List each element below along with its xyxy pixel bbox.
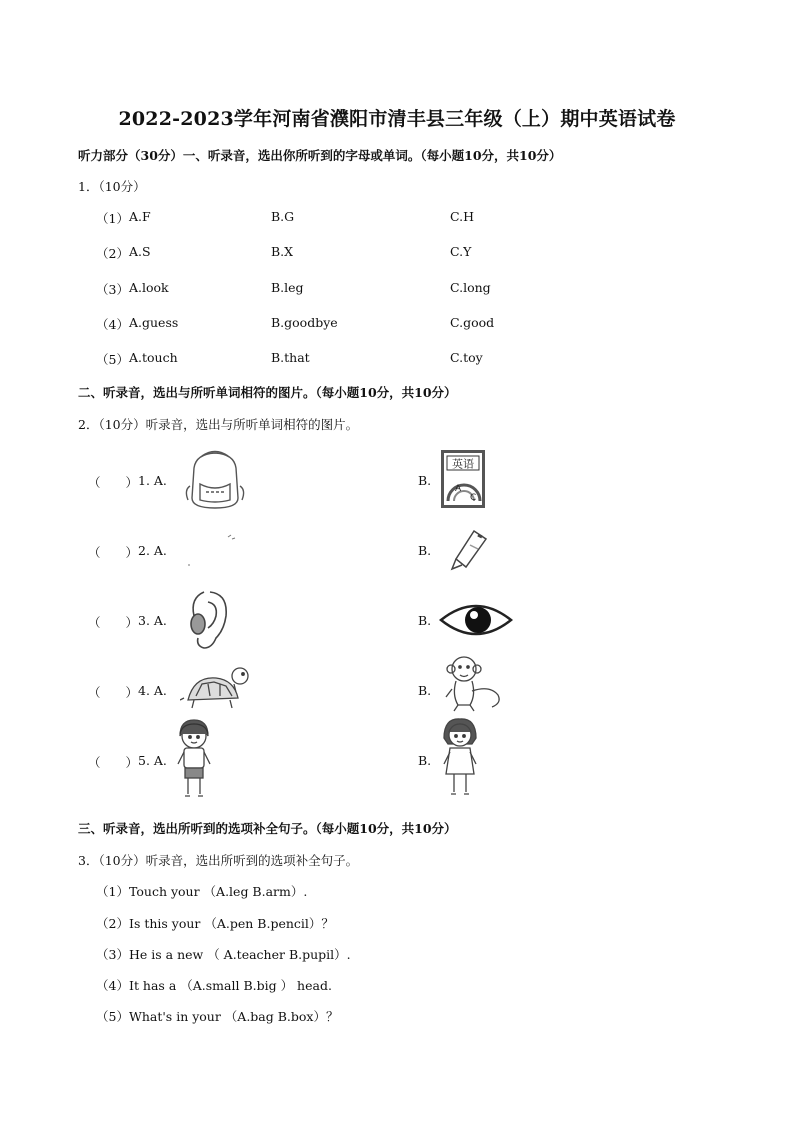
q3-item-5-num: （5） xyxy=(96,1009,129,1024)
q1-item-1-option-c[interactable]: C.H xyxy=(450,209,474,224)
q1-item-5-option-c[interactable]: C.toy xyxy=(450,350,483,365)
q3-item-1-text: Touch your （A.leg B.arm）. xyxy=(129,884,308,899)
q1-item-5-option-b[interactable]: B.that xyxy=(271,350,310,365)
book-cover-text: 英语 xyxy=(452,457,474,471)
q3-item-2-text: Is this your （A.pen B.pencil）？ xyxy=(129,916,334,931)
q2-item-1-answer-paren[interactable]: （ ） xyxy=(88,475,139,490)
blank-picture[interactable] xyxy=(182,533,242,569)
q2-item-3-label: 3. A. xyxy=(138,613,167,628)
q3-item-4-num: （4） xyxy=(96,978,129,993)
q2-item-2-answer-paren[interactable]: （ ） xyxy=(88,545,139,560)
q2-item-5-answer-paren[interactable]: （ ） xyxy=(88,755,139,770)
q1-item-4-option-a[interactable]: A.guess xyxy=(129,315,179,330)
q1-item-2-num: （2） xyxy=(96,246,129,261)
q1-item-4-option-c[interactable]: C.good xyxy=(450,315,495,330)
page-title: 2022-2023学年河南省濮阳市清丰县三年级（上）期中英语试卷 xyxy=(118,108,676,130)
q2-item-2-b-label: B. xyxy=(418,543,432,558)
q1-item-1-option-a[interactable]: A.F xyxy=(129,209,151,224)
boy-icon[interactable] xyxy=(174,718,214,802)
ear-icon[interactable] xyxy=(184,588,232,652)
pencil-icon[interactable] xyxy=(444,525,492,573)
svg-text:C: C xyxy=(470,493,477,503)
q1-item-2-option-b[interactable]: B.X xyxy=(271,244,294,259)
q2-item-4-answer-paren[interactable]: （ ） xyxy=(88,685,139,700)
q2-item-5-b-label: B. xyxy=(418,753,432,768)
q1-item-4-num: （4） xyxy=(96,317,129,332)
q1-item-5-option-a[interactable]: A.touch xyxy=(129,350,178,365)
girl-icon[interactable] xyxy=(440,716,480,802)
q3-item-4-text: It has a （A.small B.big ） head. xyxy=(129,978,332,993)
q2-item-1-b-label: B. xyxy=(418,473,432,488)
question-1-label: 1．（10分） xyxy=(78,179,146,194)
q1-item-2-option-c[interactable]: C.Y xyxy=(450,244,472,259)
q2-item-2-label: 2. A. xyxy=(138,543,167,558)
backpack-icon[interactable] xyxy=(182,448,248,512)
question-3-label: 3．（10分）听录音，选出所听到的选项补全句子。 xyxy=(78,853,359,868)
q1-item-3-option-b[interactable]: B.leg xyxy=(271,280,304,295)
q3-item-3-num: （3） xyxy=(96,947,129,962)
q2-item-5-label: 5. A. xyxy=(138,753,167,768)
q1-item-1-num: （1） xyxy=(96,211,129,226)
q3-item-1-num: （1） xyxy=(96,884,129,899)
part2-heading: 二、听录音，选出与所听单词相符的图片。（每小题10分，共10分） xyxy=(78,385,457,400)
svg-text:A: A xyxy=(455,484,462,494)
q1-item-2-option-a[interactable]: A.S xyxy=(129,244,151,259)
q2-item-4-label: 4. A. xyxy=(138,683,167,698)
english-book-icon[interactable] xyxy=(440,449,486,509)
monkey-icon[interactable] xyxy=(442,655,504,713)
q2-item-4-b-label: B. xyxy=(418,683,432,698)
eye-icon[interactable] xyxy=(438,600,514,640)
q1-item-4-option-b[interactable]: B.goodbye xyxy=(271,315,338,330)
q3-item-5-text: What's in your （A.bag B.box）？ xyxy=(129,1009,339,1024)
part1-heading: 听力部分（30分）一、听录音，选出你所听到的字母或单词。（每小题10分，共10分） xyxy=(78,148,562,163)
q1-item-3-num: （3） xyxy=(96,282,129,297)
q2-item-1-label: 1. A. xyxy=(138,473,167,488)
q3-item-2-num: （2） xyxy=(96,916,129,931)
q2-item-3-answer-paren[interactable]: （ ） xyxy=(88,615,139,630)
turtle-icon[interactable] xyxy=(180,662,250,712)
q1-item-3-option-c[interactable]: C.long xyxy=(450,280,491,295)
q2-item-3-b-label: B. xyxy=(418,613,432,628)
q1-item-3-option-a[interactable]: A.look xyxy=(129,280,169,295)
part3-heading: 三、听录音，选出所听到的选项补全句子。（每小题10分，共10分） xyxy=(78,821,457,836)
q1-item-1-option-b[interactable]: B.G xyxy=(271,209,295,224)
q1-item-5-num: （5） xyxy=(96,352,129,367)
question-2-label: 2．（10分）听录音，选出与所听单词相符的图片。 xyxy=(78,417,359,432)
q3-item-3-text: He is a new （ A.teacher B.pupil）. xyxy=(129,947,351,962)
